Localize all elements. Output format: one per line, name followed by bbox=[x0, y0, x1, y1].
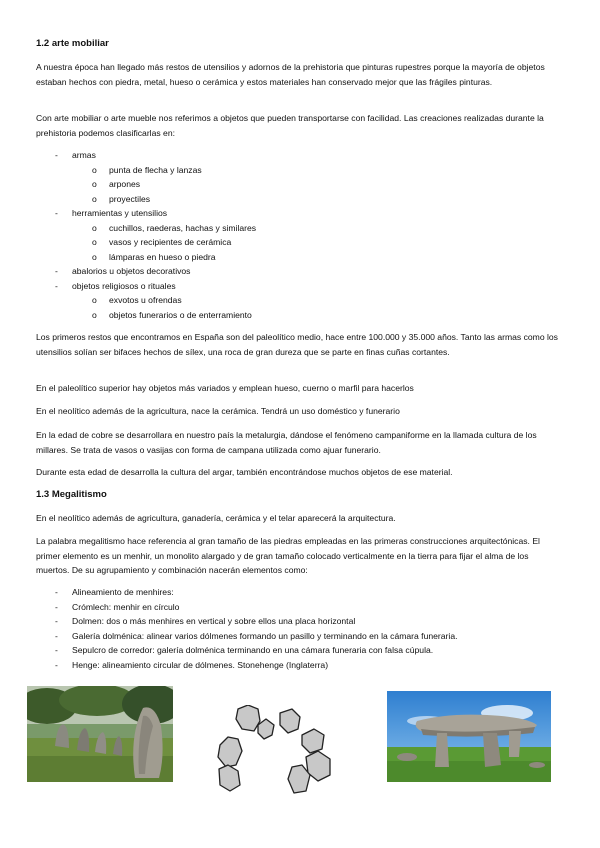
menhir-alignment-photo bbox=[27, 686, 173, 782]
category-abalorios: abalorios u objetos decorativos bbox=[72, 266, 191, 276]
megalith-item: Sepulcro de corredor: galería dolménica terminando en una cámara funeraria con falsa cúpula. bbox=[72, 645, 434, 655]
list-bullet: o bbox=[92, 310, 97, 320]
list-dash: - bbox=[55, 150, 58, 160]
definition-paragraph: Con arte mobiliar o arte mueble nos referimos a objetos que pueden transportarse con facilidad. Las creaciones realizadas durante la prehistoria podemos clasificarlas en: bbox=[36, 113, 544, 138]
list-item: arpones bbox=[109, 179, 141, 189]
list-bullet: o bbox=[92, 237, 97, 247]
category-objetos-religiosos: objetos religiosos o rituales bbox=[72, 281, 176, 291]
section-heading-arte-mobiliar: 1.2 arte mobiliar bbox=[36, 38, 109, 49]
list-dash: - bbox=[55, 660, 58, 670]
list-item: punta de flecha y lanzas bbox=[109, 165, 202, 175]
megalith-item: Galería dolménica: alinear varios dólmenes formando un pasillo y terminando en la cámara funeraria. bbox=[72, 631, 458, 641]
paragraph-argar: Durante esta edad de desarrolla la cultura del argar, también encontrándose muchos objetos de ese material. bbox=[36, 467, 453, 477]
intro-paragraph: A nuestra época han llegado más restos de utensilios y adornos de la prehistoria que pinturas rupestres porque la mayoría de objetos estaban hechos con piedra, metal, hueso o cerámica y estos materiales han conservado mejor que las frágiles pinturas. bbox=[36, 62, 545, 87]
list-item: cuchillos, raederas, hachas y similares bbox=[109, 223, 257, 233]
dolmen-photo bbox=[387, 691, 551, 782]
megalith-item: Dolmen: dos o más menhires en vertical y sobre ellos una placa horizontal bbox=[72, 616, 356, 626]
list-dash: - bbox=[55, 616, 58, 626]
megalith-item: Henge: alineamiento circular de dólmenes. Stonehenge (Inglaterra) bbox=[72, 660, 329, 670]
paragraph-edad-cobre: En la edad de cobre se desarrollara en nuestro país la metalurgia, dándose el fenómeno campaniforme en la llamada cultura de los millares. Se trata de vasos o vasijas con forma de campana utilizada como ajuar funerario. bbox=[36, 430, 537, 455]
list-dash: - bbox=[55, 281, 58, 291]
list-dash: - bbox=[55, 208, 58, 218]
list-item: proyectiles bbox=[109, 194, 151, 204]
cromlech-stones-drawing bbox=[214, 705, 336, 797]
list-dash: - bbox=[55, 631, 58, 641]
list-item: objetos funerarios o de enterramiento bbox=[109, 310, 252, 320]
paragraph-neolitico-ceramica: En el neolítico además de la agricultura, nace la cerámica. Tendrá un uso doméstico y funerario bbox=[36, 406, 400, 416]
list-bullet: o bbox=[92, 165, 97, 175]
paragraph-arquitectura: En el neolítico además de agricultura, ganadería, cerámica y el telar aparecerá la arquitectura. bbox=[36, 513, 396, 523]
paragraph-paleolitico-medio: Los primeros restos que encontramos en España son del paleolítico medio, hace entre 100.000 y 35.000 años. Tanto las armas como los utensilios solían ser bifaces hechos de sílex, una roca de gran dureza que se parte en finas cuñas cortantes. bbox=[36, 332, 558, 357]
list-item: vasos y recipientes de cerámica bbox=[109, 237, 232, 247]
list-dash: - bbox=[55, 602, 58, 612]
list-dash: - bbox=[55, 645, 58, 655]
list-dash: - bbox=[55, 266, 58, 276]
megalith-item: Alineamiento de menhires: bbox=[72, 587, 174, 597]
dolmen-photo-illustration bbox=[387, 691, 551, 782]
paragraph-paleolitico-superior: En el paleolítico superior hay objetos más variados y emplean hueso, cuerno o marfil para hacerlos bbox=[36, 383, 414, 393]
menhir-photo-illustration bbox=[27, 686, 173, 782]
category-herramientas: herramientas y utensilios bbox=[72, 208, 168, 218]
list-bullet: o bbox=[92, 252, 97, 262]
list-bullet: o bbox=[92, 295, 97, 305]
list-item: exvotos u ofrendas bbox=[109, 295, 182, 305]
paragraph-megalitismo-definicion: La palabra megalitismo hace referencia al gran tamaño de las piedras empleadas en las primeras construcciones arquitectónicas. El primer elemento es un menhir, un monolito alargado y de gran tamaño colocado verticalmente en la tierra para fijar el alma de los muertos. De su agrupamiento y combinación nacerán elementos como: bbox=[36, 536, 540, 575]
section-heading-megalitismo: 1.3 Megalitismo bbox=[36, 489, 107, 500]
list-bullet: o bbox=[92, 179, 97, 189]
cromlech-diagram bbox=[214, 705, 336, 797]
list-bullet: o bbox=[92, 223, 97, 233]
megalith-item: Crómlech: menhir en círculo bbox=[72, 602, 180, 612]
list-bullet: o bbox=[92, 194, 97, 204]
list-item: lámparas en hueso o piedra bbox=[109, 252, 216, 262]
list-dash: - bbox=[55, 587, 58, 597]
category-armas: armas bbox=[72, 150, 96, 160]
